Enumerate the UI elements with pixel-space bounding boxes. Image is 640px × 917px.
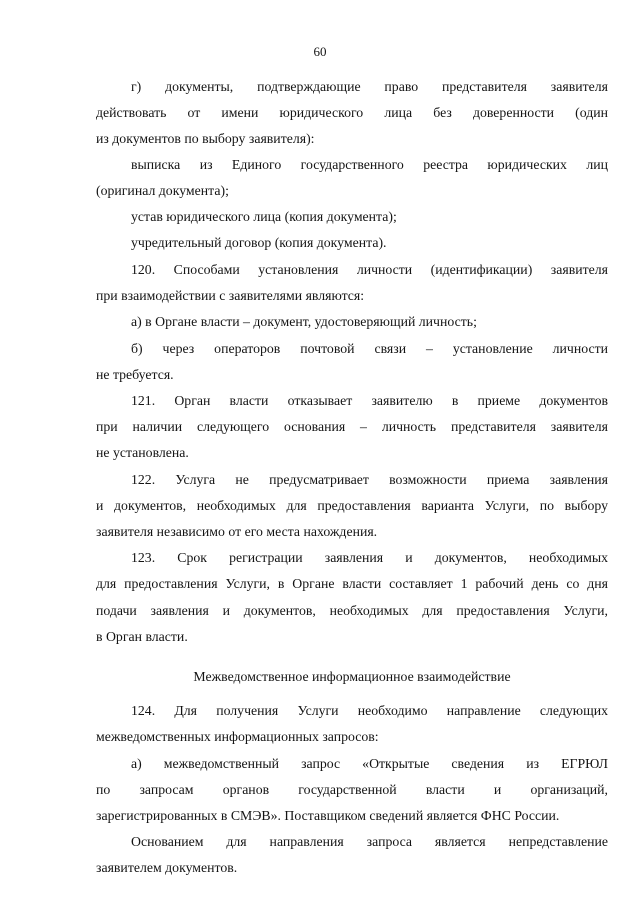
paragraph-line: заявителя независимо от его места нахождения. [96, 524, 378, 539]
paragraph-line: Основанием для направления запроса является непредставление [131, 834, 608, 849]
paragraph-line: по запросам органов государственной власти и организаций, [96, 782, 608, 797]
paragraph-line: б) через операторов почтовой связи – установление личности [131, 341, 608, 356]
paragraph-line: зарегистрированных в СМЭВ». Поставщиком сведений является ФНС России. [96, 808, 560, 823]
paragraph-line: для предоставления Услуги, в Органе власти составляет 1 рабочий день со дня [96, 576, 608, 591]
paragraph-line: 121. Орган власти отказывает заявителю в приеме документов [131, 393, 608, 408]
paragraph-line: 120. Способами установления личности (идентификации) заявителя [131, 262, 608, 277]
paragraph-line: а) в Органе власти – документ, удостоверяющий личность; [131, 314, 477, 329]
paragraph-line: г) документы, подтверждающие право представителя заявителя [131, 79, 608, 94]
paragraph-line: (оригинал документа); [96, 183, 229, 198]
paragraph-line: и документов, необходимых для предоставления варианта Услуги, по выбору [96, 498, 608, 513]
paragraph-line: а) межведомственный запрос «Открытые сведения из ЕГРЮЛ [131, 756, 608, 771]
paragraph-line: учредительный договор (копия документа). [131, 235, 387, 250]
paragraph-line: устав юридического лица (копия документа); [131, 209, 397, 224]
paragraph-line: 124. Для получения Услуги необходимо направление следующих [131, 703, 608, 718]
paragraph-line: в Орган власти. [96, 629, 188, 644]
paragraph-line: межведомственных информационных запросов: [96, 729, 379, 744]
paragraph-line: при наличии следующего основания – личность представителя заявителя [96, 419, 608, 434]
paragraph-line: не требуется. [96, 367, 174, 382]
paragraph-line: подачи заявления и документов, необходимых для предоставления Услуги, [96, 603, 608, 618]
paragraph-line: из документов по выбору заявителя): [96, 131, 315, 146]
section-heading: Межведомственное информационное взаимодействие [193, 669, 511, 684]
page-number: 60 [313, 44, 327, 59]
paragraph-line: выписка из Единого государственного реестра юридических лиц [131, 157, 608, 172]
paragraph-line: действовать от имени юридического лица без доверенности (один [96, 105, 608, 120]
paragraph-line: заявителем документов. [96, 860, 238, 875]
paragraph-line: не установлена. [96, 445, 189, 460]
paragraph-line: 122. Услуга не предусматривает возможности приема заявления [131, 472, 608, 487]
paragraph-line: 123. Срок регистрации заявления и документов, необходимых [131, 550, 608, 565]
paragraph-line: при взаимодействии с заявителями являются: [96, 288, 365, 303]
